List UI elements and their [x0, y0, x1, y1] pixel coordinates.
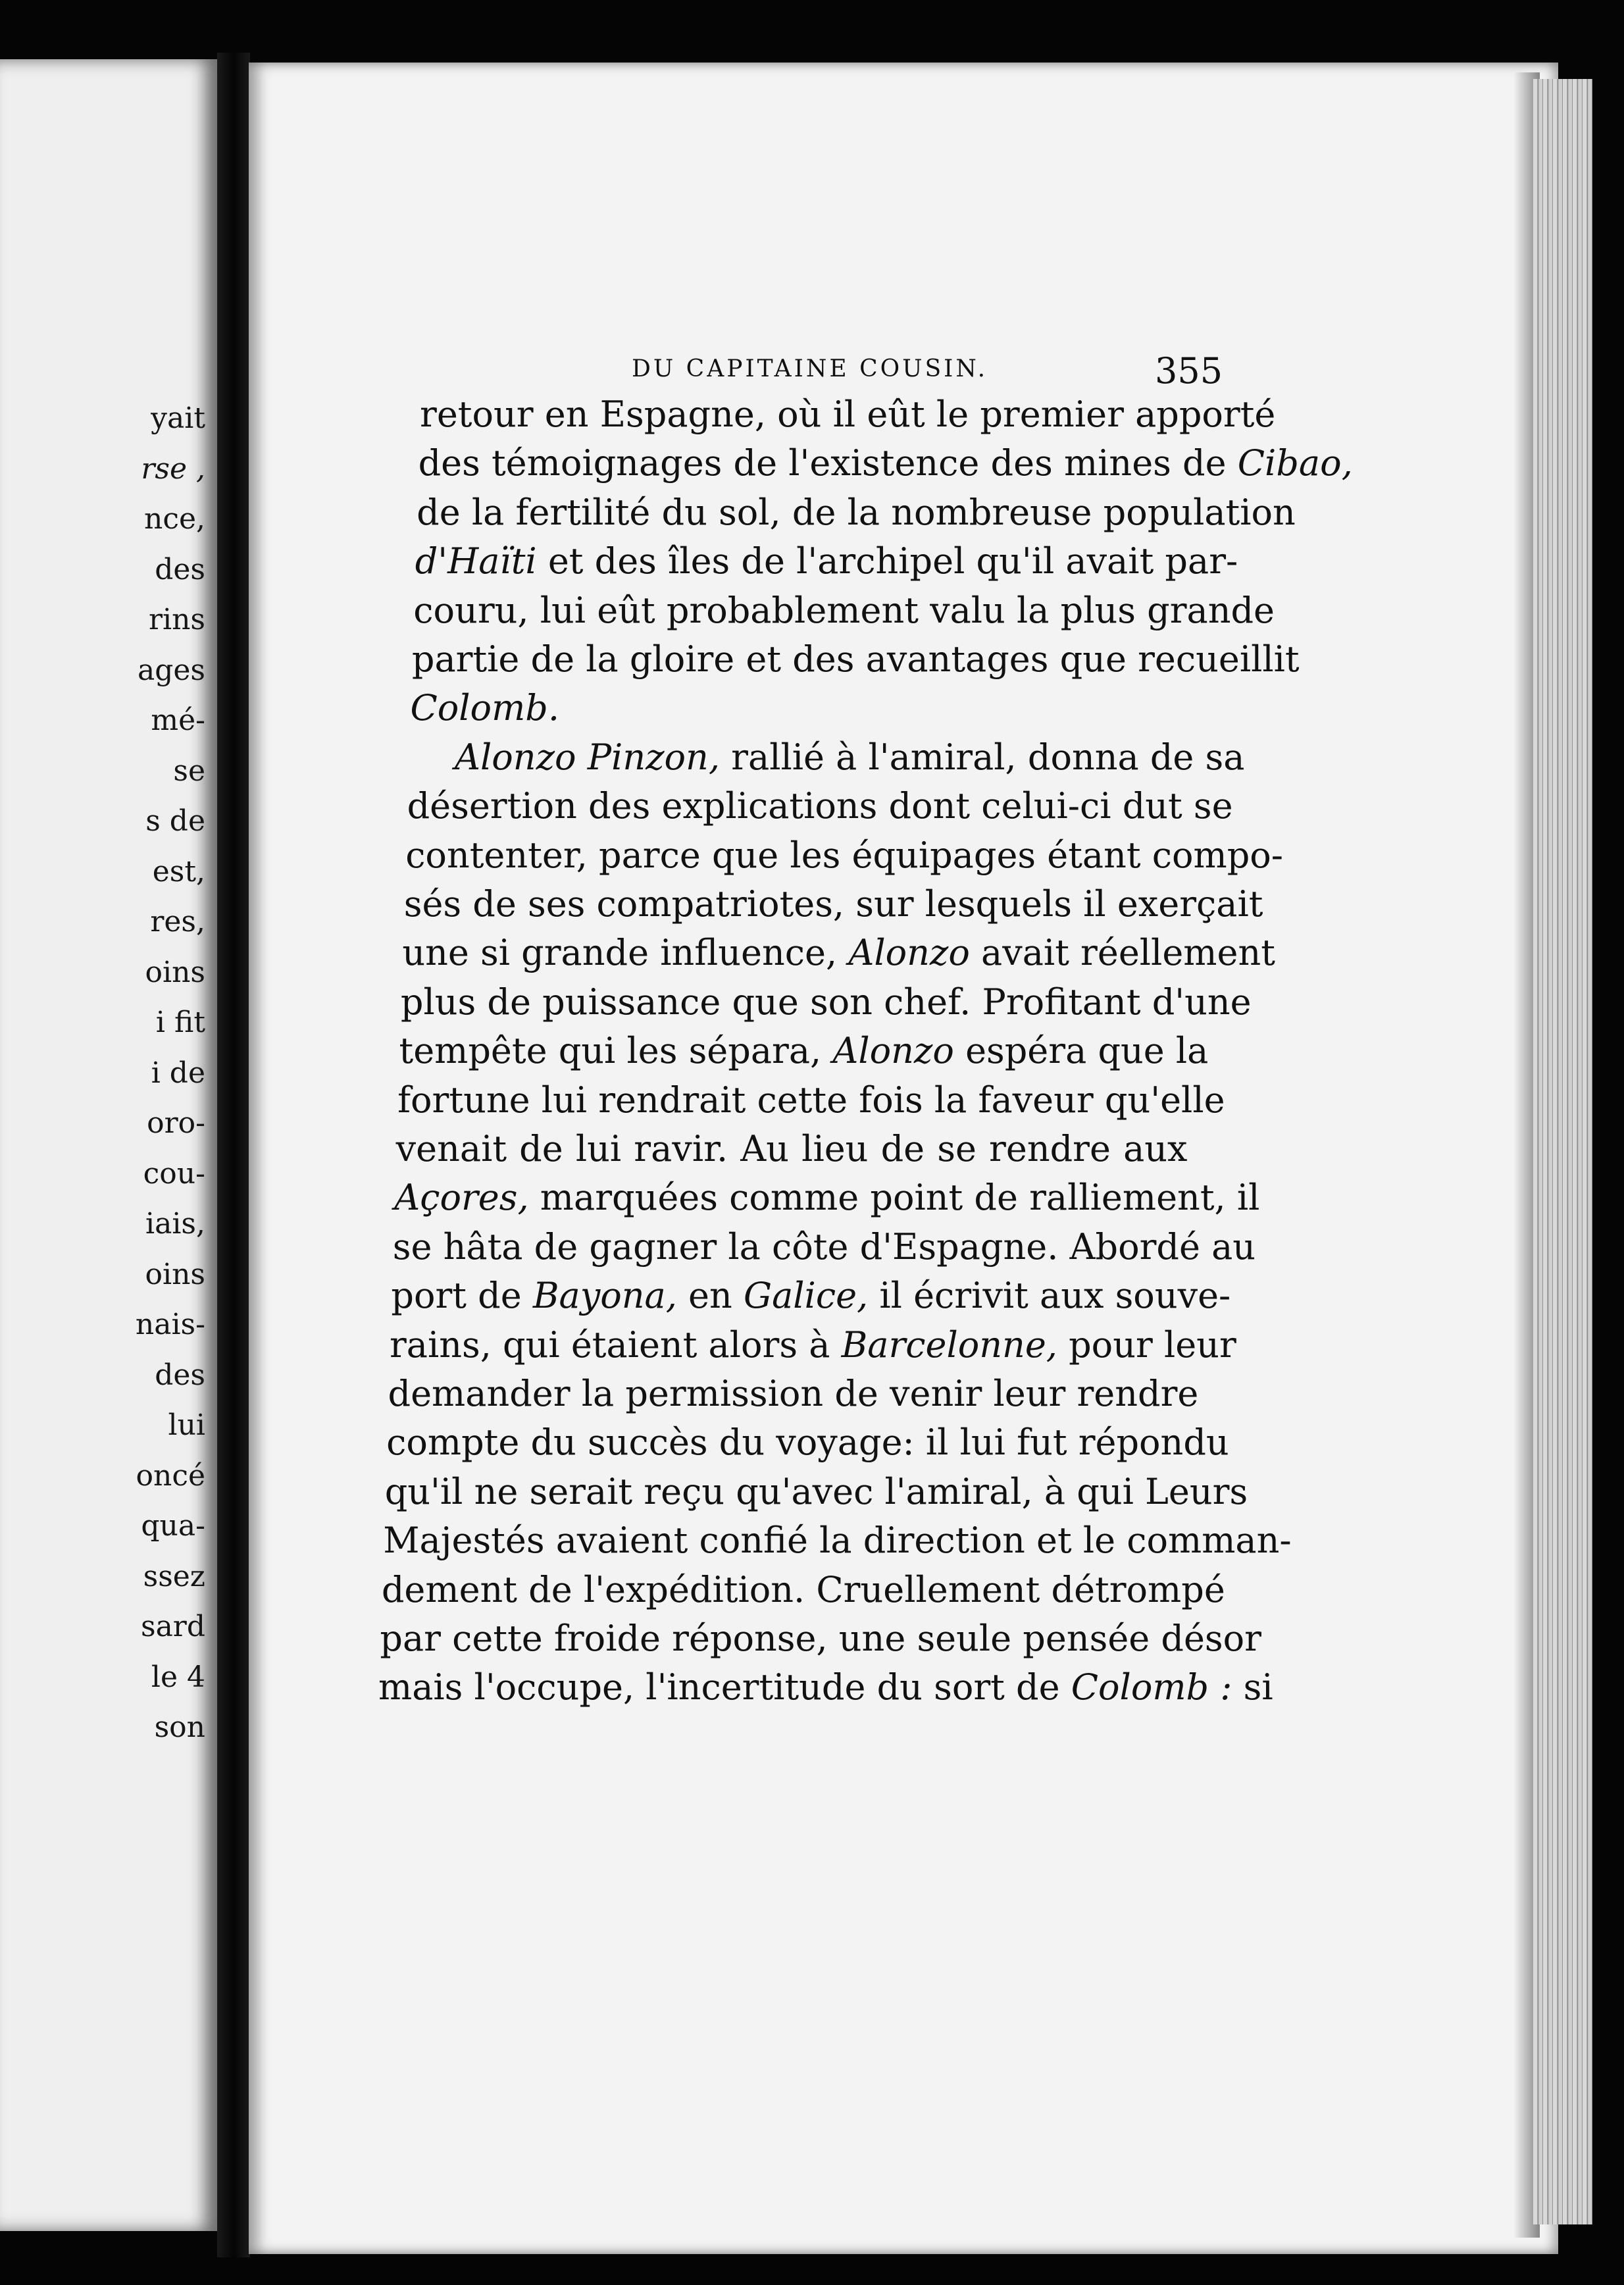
left-page-line-fragment: ssez — [143, 1559, 205, 1593]
text-run: compte du succès du voyage: il lui fut répondu — [386, 1422, 1229, 1464]
left-page-line-fragment: est, — [152, 854, 205, 888]
left-page-line-fragment: iais, — [145, 1207, 205, 1241]
body-line — [378, 1666, 1273, 1708]
body-line — [383, 1520, 1292, 1562]
left-page-line-fragment: se — [173, 754, 205, 788]
body-line — [417, 491, 1296, 533]
left-page-line-fragment: lui — [168, 1408, 205, 1442]
body-line — [396, 1128, 1188, 1169]
left-page-line-fragment: cou- — [143, 1156, 205, 1191]
left-page-line-fragment: s de — [145, 804, 205, 838]
left-page-line-fragment: nce, — [143, 502, 205, 536]
italic-text: Cibao, — [1237, 442, 1353, 484]
italic-text: Barcelonne, — [841, 1323, 1057, 1366]
text-run: fortune lui rendrait cette fois la faveur qu'elle — [397, 1079, 1225, 1121]
italic-text: Colomb : — [1071, 1666, 1232, 1708]
body-line — [388, 1373, 1199, 1414]
text-run: pour leur — [1057, 1323, 1236, 1366]
body-line — [394, 1177, 1260, 1219]
text-run: de la fertilité du sol, de la nombreuse population — [417, 491, 1296, 533]
page-number: 355 — [1155, 350, 1223, 392]
text-run: en — [676, 1275, 744, 1317]
text-run: tempête qui les sépara, — [399, 1030, 833, 1072]
body-line — [411, 638, 1300, 680]
left-page-line-fragment: oins — [145, 1257, 205, 1291]
body-line — [402, 932, 1275, 974]
text-run: avait réellement — [969, 932, 1275, 974]
text-run: des témoignages de l'existence des mines de — [418, 442, 1238, 484]
italic-text: d'Haïti — [415, 540, 537, 582]
italic-text: Açores, — [394, 1177, 529, 1219]
text-run: par cette froide réponse, une seule pensée désor — [380, 1618, 1261, 1659]
italic-text: Alonzo Pinzon, — [455, 736, 721, 778]
left-page-line-fragment: qua- — [141, 1509, 205, 1543]
left-page-line-fragment: des — [155, 1358, 205, 1392]
text-run: qu'il ne serait reçu qu'avec l'amiral, à qui Leurs — [384, 1470, 1248, 1512]
running-header: DU CAPITAINE COUSIN. — [632, 355, 988, 382]
italic-text: Colomb. — [410, 687, 559, 729]
text-run: marquées comme point de ralliement, il — [528, 1177, 1260, 1219]
text-run: demander la permission de venir leur rendre — [388, 1373, 1199, 1414]
text-run: port de — [391, 1275, 533, 1317]
left-page-line-fragment: rse , — [141, 451, 205, 486]
italic-text: Alonzo — [832, 1030, 954, 1072]
text-run: plus de puissance que son chef. Profitant d'une — [400, 981, 1252, 1023]
italic-text: Galice, — [743, 1275, 869, 1317]
body-line — [389, 1323, 1236, 1366]
text-run: désertion des explications dont celui-ci dut se — [407, 785, 1233, 827]
left-page-line-fragment: oins — [145, 955, 205, 989]
body-line — [418, 442, 1353, 484]
left-page-line-fragment: le 4 — [151, 1660, 205, 1694]
text-run: si — [1232, 1666, 1273, 1708]
body-line — [397, 1079, 1225, 1121]
text-run: rallié à l'amiral, donna de sa — [720, 736, 1245, 778]
text-run: retour en Espagne, où il eût le premier apporté — [420, 394, 1276, 435]
text-run: contenter, parce que les équipages étant compo- — [405, 834, 1284, 876]
left-page-line-fragment: i fit — [155, 1006, 205, 1039]
left-page-line-fragment: sard — [140, 1610, 205, 1643]
text-run: Majestés avaient confié la direction et le comman- — [383, 1520, 1292, 1562]
text-run: se hâta de gagner la côte d'Espagne. Abordé au — [392, 1225, 1256, 1268]
text-run: espéra que la — [953, 1030, 1209, 1072]
left-page-line-fragment: nais- — [135, 1308, 205, 1341]
left-page-line-fragment: des — [155, 552, 205, 586]
text-run: venait de lui ravir. Au lieu de se rendre aux — [395, 1128, 1188, 1169]
left-page-line-fragment: i de — [151, 1056, 205, 1090]
italic-text: Alonzo — [848, 932, 970, 974]
body-line — [384, 1470, 1248, 1512]
left-page-line-fragment: yait — [151, 401, 205, 435]
body-line — [399, 1030, 1209, 1072]
body-line — [410, 687, 1200, 729]
body-line — [413, 589, 1275, 631]
left-page-line-fragment: res, — [150, 905, 205, 938]
text-run: partie de la gloire et des avantages que recueillit — [411, 638, 1300, 680]
left-page-line-fragment: rins — [148, 603, 205, 636]
text-run: dement de l'expédition. Cruellement détrompé — [381, 1568, 1225, 1610]
body-line — [420, 394, 1276, 435]
text-run: il écrivit aux souve- — [868, 1275, 1231, 1317]
text-run: mais l'occupe, l'incertitude du sort de — [378, 1666, 1071, 1708]
body-line — [455, 736, 1245, 778]
body-line — [391, 1275, 1231, 1317]
body-line — [415, 540, 1238, 582]
body-line — [392, 1225, 1256, 1268]
body-line — [400, 981, 1252, 1023]
text-run: et des îles de l'archipel qu'il avait par- — [536, 540, 1238, 582]
body-line — [381, 1568, 1225, 1610]
text-run: sés de ses compatriotes, sur lesquels il exerçait — [403, 883, 1263, 925]
left-page-line-fragment: oro- — [147, 1106, 205, 1140]
body-line — [403, 883, 1263, 925]
left-page-line-fragment: ages — [137, 653, 205, 687]
text-run: couru, lui eût probablement valu la plus grande — [413, 589, 1275, 631]
text-run: une si grande influence, — [402, 932, 849, 974]
left-page-line-fragment: oncé — [136, 1458, 205, 1493]
body-line — [405, 834, 1284, 876]
left-page-line-fragment: son — [154, 1710, 205, 1744]
body-line — [407, 785, 1233, 827]
left-page-line-fragment: mé- — [151, 704, 205, 737]
body-line — [380, 1618, 1261, 1659]
italic-text: Bayona, — [532, 1275, 677, 1317]
text-run: rains, qui étaient alors à — [389, 1323, 842, 1366]
body-line — [386, 1422, 1229, 1464]
